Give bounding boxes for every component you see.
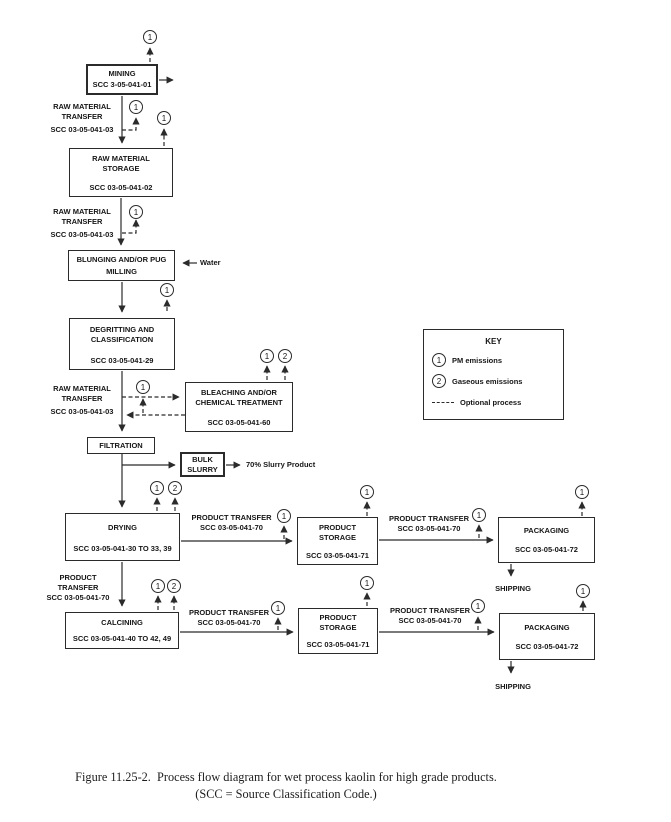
label-slurry-product: 70% Slurry Product xyxy=(246,460,316,469)
key-row-optional xyxy=(432,395,563,409)
node-title-line: PRODUCT xyxy=(319,613,357,622)
node-title-line: DEGRITTING AND xyxy=(89,325,155,334)
label-product-transfer-row2a xyxy=(182,608,276,628)
node-scc: SCC 03-05-041-71 xyxy=(306,551,369,561)
pm-emission-marker: 1 xyxy=(151,579,165,593)
node-raw-material-storage xyxy=(69,148,173,197)
label-line: PRODUCT TRANSFER xyxy=(389,514,469,523)
node-product-storage-2 xyxy=(298,608,378,654)
node-title-line: SLURRY xyxy=(187,464,218,474)
label-line: PRODUCT TRANSFER xyxy=(191,513,272,522)
node-drying xyxy=(65,513,180,561)
node-scc: SCC 03-05-041-40 TO 42, 49 xyxy=(72,634,172,644)
label-line: TRANSFER xyxy=(57,582,99,592)
node-title: DRYING xyxy=(108,523,137,532)
node-scc: SCC 03-05-041-29 xyxy=(90,356,154,366)
pm-emission-marker: 1 xyxy=(129,100,143,114)
node-scc: SCC 03-05-041-72 xyxy=(515,642,579,652)
node-bulk-slurry xyxy=(180,452,225,477)
node-title-line: BLUNGING AND/OR PUG xyxy=(76,254,167,264)
node-title xyxy=(90,325,154,345)
node-title-line: MILLING xyxy=(106,266,137,276)
label-line: TRANSFER xyxy=(61,216,103,226)
label-line: RAW MATERIAL xyxy=(53,207,111,216)
label-product-transfer-row2b xyxy=(383,606,477,626)
label-scc: SCC 03-05-041-70 xyxy=(398,615,462,625)
key-legend xyxy=(423,329,564,420)
label-product-transfer-left xyxy=(36,573,120,603)
label-line: RAW MATERIAL xyxy=(53,102,111,111)
label-scc: SCC 03-05-041-70 xyxy=(197,617,261,627)
pm-emission-marker: 1 xyxy=(277,509,291,523)
label-line: PRODUCT TRANSFER xyxy=(189,608,269,617)
key-label: PM emissions xyxy=(452,355,503,365)
node-title xyxy=(319,523,356,543)
node-title: MINING xyxy=(108,69,136,78)
pm-emission-marker: 1 xyxy=(150,481,164,495)
pm-emission-marker: 1 xyxy=(260,349,274,363)
node-scc: SCC 03-05-041-72 xyxy=(515,545,578,555)
node-calcining xyxy=(65,612,179,649)
key-row-gaseous xyxy=(432,374,563,388)
node-scc: SCC 03-05-041-30 TO 33, 39 xyxy=(73,544,172,554)
pm-emission-marker: 1 xyxy=(129,205,143,219)
figure-caption-line2: (SCC = Source Classification Code.) xyxy=(195,787,377,801)
node-title-line: STORAGE xyxy=(319,532,356,542)
label-scc: SCC 03-05-041-03 xyxy=(50,229,114,239)
node-title: PACKAGING xyxy=(523,526,570,535)
label-raw-material-transfer-1 xyxy=(36,102,128,135)
key-label: Optional process xyxy=(460,397,522,407)
label-line: RAW MATERIAL xyxy=(53,384,111,393)
pm-emission-marker: 1 xyxy=(160,283,174,297)
node-title-line: BULK xyxy=(192,454,213,464)
gaseous-emission-marker: 2 xyxy=(278,349,292,363)
node-scc: SCC 03-05-041-02 xyxy=(89,183,153,193)
node-degritting-classification xyxy=(69,318,175,370)
label-scc: SCC 03-05-041-70 xyxy=(200,522,263,532)
node-title: PACKAGING xyxy=(524,623,570,632)
label-line: PRODUCT xyxy=(59,573,97,582)
pm-emission-marker: 1 xyxy=(576,584,590,598)
pm-emission-marker: 1 xyxy=(575,485,589,499)
node-filtration xyxy=(87,437,155,454)
node-title-line: STORAGE xyxy=(102,163,140,173)
key-title: KEY xyxy=(485,337,502,346)
node-scc: SCC 03-05-041-60 xyxy=(207,418,271,428)
key-label: Gaseous emissions xyxy=(452,376,523,386)
label-raw-material-transfer-3 xyxy=(36,384,128,417)
node-title xyxy=(319,613,356,633)
node-title: CALCINING xyxy=(101,618,143,627)
label-scc: SCC 03-05-041-70 xyxy=(46,592,110,602)
node-blunging-pug-milling xyxy=(68,250,175,281)
node-title xyxy=(195,388,282,408)
label-line: PRODUCT TRANSFER xyxy=(390,606,470,615)
node-scc: SCC 03-05-041-71 xyxy=(306,640,370,650)
label-product-transfer-row1b xyxy=(382,514,476,534)
label-product-transfer-row1a xyxy=(183,513,280,533)
pm-emission-marker: 1 xyxy=(360,485,374,499)
node-packaging-1 xyxy=(498,517,595,563)
label-scc: SCC 03-05-041-03 xyxy=(50,124,114,134)
node-title-line: CLASSIFICATION xyxy=(90,334,154,344)
label-scc: SCC 03-05-041-03 xyxy=(50,406,114,416)
node-scc: SCC 3-05-041-01 xyxy=(92,80,152,90)
node-title-line: BLEACHING AND/OR xyxy=(201,388,277,397)
pm-emission-marker: 1 xyxy=(143,30,157,44)
node-title-line: STORAGE xyxy=(319,622,357,632)
label-raw-material-transfer-2 xyxy=(36,207,128,240)
node-title: FILTRATION xyxy=(99,440,143,450)
gaseous-emission-marker: 2 xyxy=(168,481,182,495)
pm-emission-marker: 1 xyxy=(136,380,150,394)
label-water: Water xyxy=(200,258,221,267)
key-row-pm xyxy=(432,353,563,367)
node-bleaching-chemical-treatment xyxy=(185,382,293,432)
pm-emission-marker: 1 xyxy=(271,601,285,615)
node-title-line: CHEMICAL TREATMENT xyxy=(195,397,283,407)
label-line: TRANSFER xyxy=(61,111,103,121)
node-title-line: RAW MATERIAL xyxy=(92,154,150,163)
pm-emission-marker: 1 xyxy=(432,353,446,367)
label-scc: SCC 03-05-041-70 xyxy=(397,523,461,533)
label-shipping-1: SHIPPING xyxy=(495,584,531,593)
label-line: TRANSFER xyxy=(61,393,103,403)
pm-emission-marker: 1 xyxy=(360,576,374,590)
pm-emission-marker: 1 xyxy=(157,111,171,125)
node-packaging-2 xyxy=(499,613,595,660)
node-title-line: PRODUCT xyxy=(318,523,357,532)
gaseous-emission-marker: 2 xyxy=(167,579,181,593)
dashed-line-sample xyxy=(432,402,454,403)
figure-caption-line1: Figure 11.25-2. Process flow diagram for wet process kaolin for high grade products. xyxy=(75,770,497,784)
node-title xyxy=(92,154,150,174)
node-product-storage-1 xyxy=(297,517,378,565)
label-shipping-2: SHIPPING xyxy=(495,682,531,691)
gaseous-emission-marker: 2 xyxy=(432,374,446,388)
pm-emission-marker: 1 xyxy=(472,508,486,522)
pm-emission-marker: 1 xyxy=(471,599,485,613)
node-mining xyxy=(86,64,158,95)
